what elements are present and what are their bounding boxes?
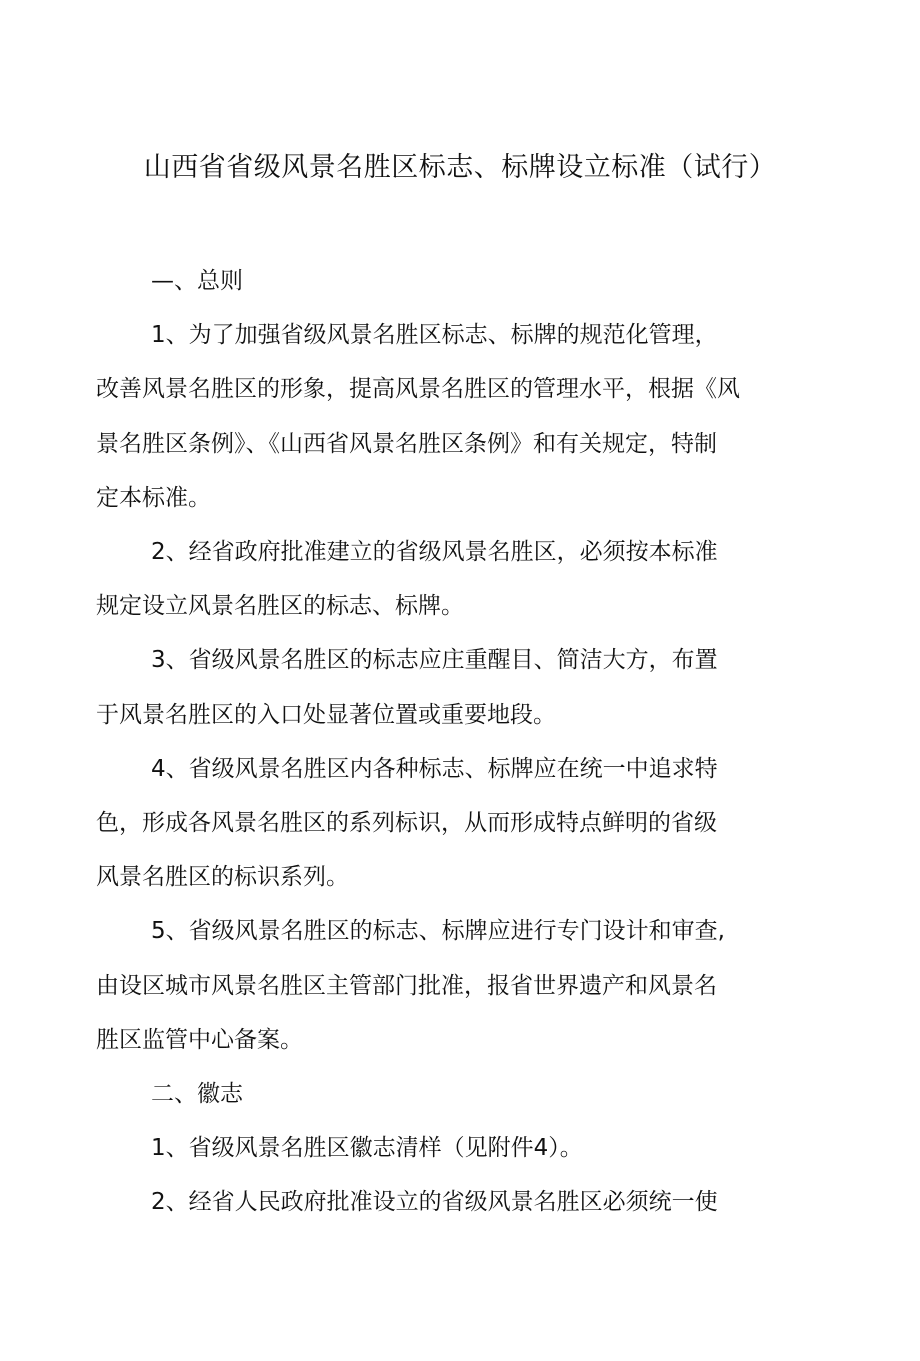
paragraph [96, 1175, 824, 1229]
paragraph-line: 1、为了加强省级风景名胜区标志、标牌的规范化管理， [151, 322, 718, 349]
paragraph-line: 3、省级风景名胜区的标志应庄重醒目、简洁大方，布置 [151, 647, 718, 674]
paragraph-line: 5、省级风景名胜区的标志、标牌应进行专门设计和审查, [151, 918, 725, 945]
paragraph-line: 2、经省人民政府批准设立的省级风景名胜区必须统一使 [151, 1189, 718, 1216]
paragraph-line: 风景名胜区的标识系列。 [96, 864, 349, 891]
section-emblem [96, 1067, 824, 1230]
paragraph-line: 4、省级风景名胜区内各种标志、标牌应在统一中追求特 [151, 755, 718, 782]
paragraph [96, 1121, 824, 1175]
section-heading: —、总则 [151, 268, 243, 294]
paragraph-line: 定本标准。 [96, 484, 211, 511]
paragraph-line: 2、经省政府批准建立的省级风景名胜区，必须按本标准 [151, 539, 718, 566]
document-title: 山西省省级风景名胜区标志、标牌设立标准（试行） [143, 152, 777, 183]
paragraph [96, 525, 824, 633]
section-heading: 二、徽志 [151, 1081, 243, 1108]
paragraph-line: 景名胜区条例》、《山西省风景名胜区条例》和有关规定，特制 [96, 430, 717, 457]
document-body [96, 254, 824, 1230]
paragraph-line: 色，形成各风景名胜区的系列标识，从而形成特点鲜明的省级 [96, 810, 717, 837]
paragraph [96, 633, 824, 741]
paragraph-line: 胜区监管中心备案。 [96, 1026, 303, 1053]
section-general [96, 254, 824, 1067]
paragraph-line: 改善风景名胜区的形象，提高风景名胜区的管理水平，根据《风 [96, 376, 740, 403]
paragraph-line: 于风景名胜区的入口处显著位置或重要地段。 [96, 701, 556, 728]
paragraph-line: 1、省级风景名胜区徽志清样（见附件4）。 [151, 1135, 583, 1162]
paragraph [96, 308, 824, 525]
paragraph [96, 742, 824, 905]
paragraph [96, 904, 824, 1067]
paragraph-line: 规定设立风景名胜区的标志、标牌。 [96, 593, 464, 620]
paragraph-line: 由设区城市风景名胜区主管部门批准，报省世界遗产和风景名 [96, 972, 717, 999]
